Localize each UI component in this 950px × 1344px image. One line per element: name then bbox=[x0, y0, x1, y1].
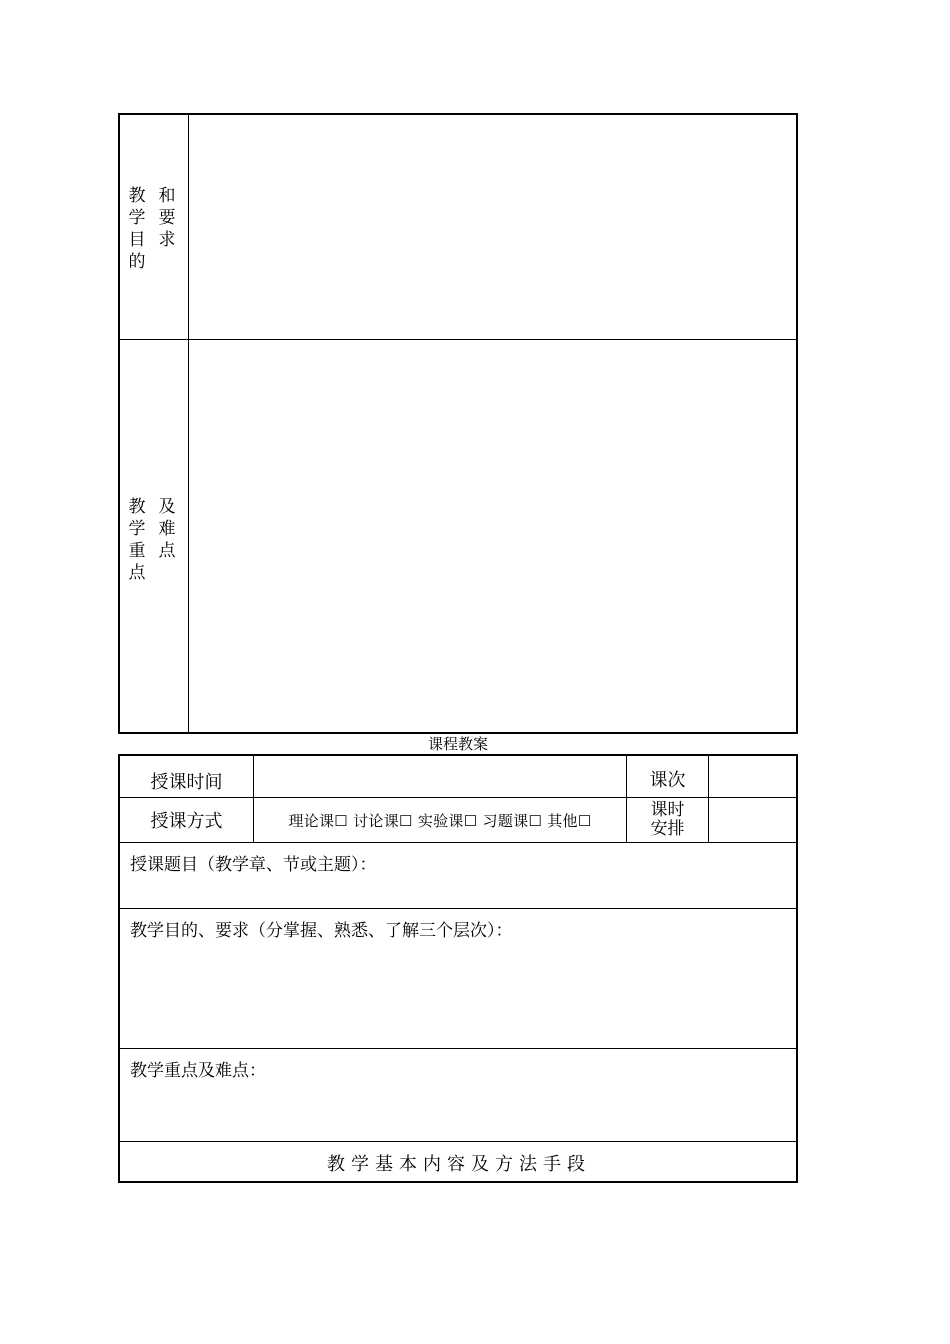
page-title: 课程教案 bbox=[427, 735, 488, 753]
label-char: 目 bbox=[128, 230, 146, 250]
label-char: 教 bbox=[128, 186, 146, 206]
teaching-goals-label: 教学目的、要求（分掌握、熟悉、了解三个层次）： bbox=[130, 921, 513, 941]
class-hours-label-line1: 课时 bbox=[650, 800, 685, 820]
class-hours-field[interactable] bbox=[709, 798, 798, 842]
row-divider bbox=[120, 842, 796, 843]
session-number-field[interactable] bbox=[709, 756, 798, 797]
keypoints-difficulties-heading: 教学重点及难点： bbox=[130, 1061, 266, 1081]
goals-requirements-label bbox=[128, 185, 176, 273]
lesson-method-label: 授课方式 bbox=[150, 811, 223, 832]
label-char: 难 bbox=[158, 519, 176, 539]
label-char: 和 bbox=[158, 186, 176, 206]
label-char: 要 bbox=[158, 208, 176, 228]
label-char: 及 bbox=[158, 497, 176, 517]
lesson-time-field[interactable] bbox=[254, 756, 626, 797]
keypoints-difficulties-content[interactable] bbox=[190, 340, 796, 732]
goals-requirements-content[interactable] bbox=[190, 115, 796, 339]
label-column-2 bbox=[158, 496, 176, 584]
lesson-time-label: 授课时间 bbox=[150, 771, 223, 793]
label-column-1 bbox=[128, 496, 146, 584]
row-divider bbox=[120, 1048, 796, 1049]
label-column-1 bbox=[128, 185, 146, 273]
label-char: 求 bbox=[158, 230, 176, 250]
label-char: 点 bbox=[158, 541, 176, 561]
label-column-2 bbox=[158, 185, 176, 273]
label-char: 学 bbox=[128, 519, 146, 539]
lesson-plan-form bbox=[118, 754, 798, 1183]
label-char: 点 bbox=[128, 563, 146, 583]
label-char: 教 bbox=[128, 497, 146, 517]
label-column-divider bbox=[188, 115, 189, 732]
keypoints-difficulties-label bbox=[128, 496, 176, 584]
label-char: 学 bbox=[128, 208, 146, 228]
label-char: 重 bbox=[128, 541, 146, 561]
row-divider bbox=[120, 908, 796, 909]
class-hours-label bbox=[627, 798, 708, 842]
label-char: 的 bbox=[128, 252, 146, 272]
lesson-topic-label: 授课题目（教学章、节或主题）： bbox=[130, 855, 377, 875]
goals-keypoints-table bbox=[118, 113, 798, 734]
class-hours-label-line2: 安排 bbox=[650, 819, 685, 839]
session-number-label: 课次 bbox=[649, 769, 686, 791]
lesson-method-options[interactable]: 理论课☐ 讨论课☐ 实验课☐ 习题课☐ 其他☐ bbox=[288, 811, 592, 830]
content-methods-heading: 教学基本内容及方法手段 bbox=[327, 1153, 591, 1175]
